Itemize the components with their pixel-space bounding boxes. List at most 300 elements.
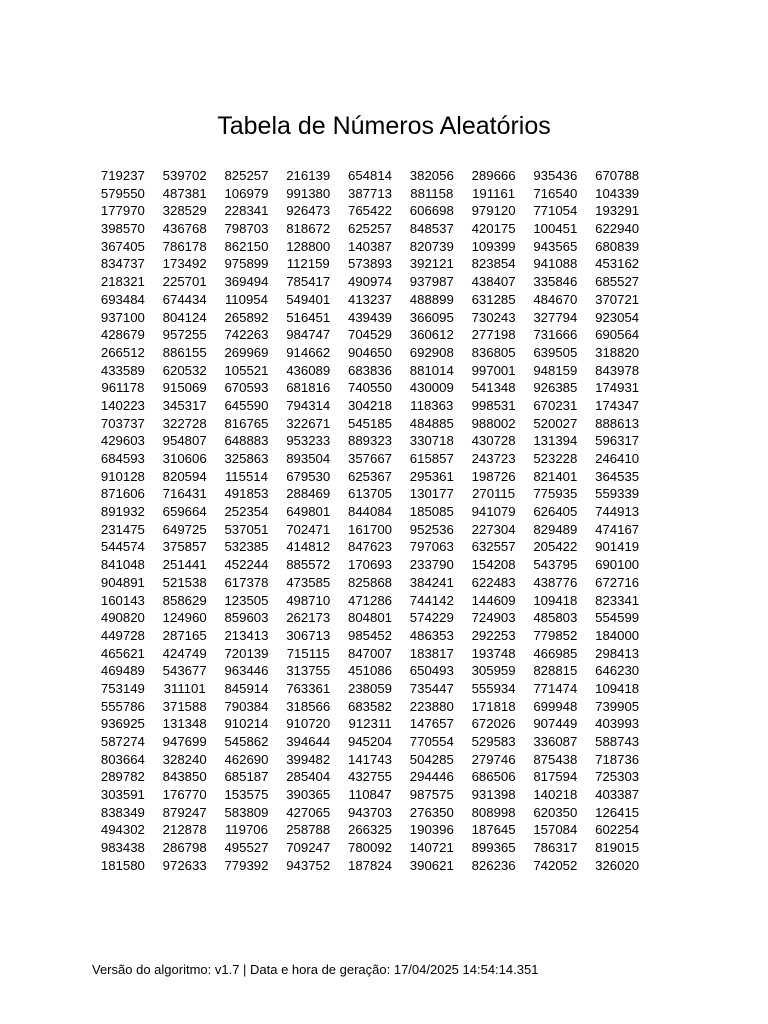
table-cell: 554599 bbox=[595, 610, 640, 626]
table-cell: 100451 bbox=[533, 221, 578, 237]
table-cell: 474167 bbox=[595, 521, 640, 537]
table-cell: 360612 bbox=[409, 327, 454, 343]
table-cell: 205422 bbox=[533, 539, 578, 555]
table-cell: 819015 bbox=[595, 840, 640, 856]
table-cell: 289782 bbox=[100, 769, 145, 785]
table-cell: 948159 bbox=[533, 362, 578, 378]
table-cell: 212878 bbox=[162, 822, 207, 838]
table-cell: 875438 bbox=[533, 751, 578, 767]
table-cell: 541348 bbox=[471, 380, 516, 396]
table-cell: 744913 bbox=[595, 504, 640, 520]
table-row bbox=[92, 291, 648, 309]
table-cell: 681816 bbox=[286, 380, 331, 396]
table-cell: 231475 bbox=[100, 521, 145, 537]
table-cell: 387713 bbox=[348, 185, 393, 201]
table-cell: 829489 bbox=[533, 521, 578, 537]
table-cell: 985452 bbox=[348, 627, 393, 643]
table-cell: 187824 bbox=[348, 857, 393, 873]
table-cell: 238059 bbox=[348, 680, 393, 696]
table-cell: 823341 bbox=[595, 592, 640, 608]
table-cell: 115514 bbox=[224, 468, 268, 484]
table-cell: 836805 bbox=[471, 344, 516, 360]
table-cell: 498710 bbox=[286, 592, 331, 608]
table-row bbox=[92, 202, 648, 220]
table-cell: 654814 bbox=[348, 168, 393, 183]
table-cell: 821401 bbox=[533, 468, 578, 484]
table-cell: 579550 bbox=[100, 185, 145, 201]
table-cell: 718736 bbox=[595, 751, 640, 767]
table-cell: 785417 bbox=[286, 274, 331, 290]
table-cell: 123505 bbox=[224, 592, 269, 608]
table-cell: 649801 bbox=[286, 504, 331, 520]
table-cell: 262173 bbox=[286, 610, 331, 626]
table-cell: 516451 bbox=[286, 309, 331, 325]
table-cell: 181580 bbox=[100, 857, 145, 873]
table-cell: 112159 bbox=[286, 256, 330, 272]
table-cell: 613705 bbox=[348, 486, 393, 502]
table-cell: 952536 bbox=[409, 521, 454, 537]
table-cell: 559339 bbox=[595, 486, 640, 502]
table-row bbox=[92, 309, 648, 327]
page-title: Tabela de Números Aleatórios bbox=[217, 112, 551, 140]
table-cell: 328529 bbox=[162, 203, 207, 219]
table-cell: 735447 bbox=[409, 680, 454, 696]
table-cell: 318566 bbox=[286, 698, 331, 714]
table-cell: 438776 bbox=[533, 574, 578, 590]
table-cell: 174931 bbox=[595, 380, 640, 396]
table-cell: 914662 bbox=[286, 344, 331, 360]
table-cell: 843978 bbox=[595, 362, 640, 378]
table-cell: 804801 bbox=[348, 610, 393, 626]
table-cell: 828815 bbox=[533, 663, 578, 679]
table-row bbox=[92, 362, 648, 380]
table-cell: 588743 bbox=[595, 734, 640, 749]
table-row bbox=[92, 415, 648, 433]
table-row bbox=[92, 733, 648, 751]
table-cell: 318820 bbox=[595, 344, 640, 360]
table-cell: 118363 bbox=[410, 397, 454, 413]
table-cell: 294446 bbox=[409, 769, 454, 785]
table-cell: 771474 bbox=[533, 680, 578, 696]
table-cell: 109418 bbox=[533, 592, 578, 608]
table-cell: 364535 bbox=[595, 468, 640, 484]
table-cell: 306713 bbox=[286, 627, 331, 643]
table-row bbox=[92, 556, 648, 574]
table-cell: 438407 bbox=[471, 274, 516, 290]
table-cell: 904650 bbox=[348, 344, 393, 360]
table-cell: 881158 bbox=[410, 185, 454, 201]
table-cell: 288469 bbox=[286, 486, 331, 502]
table-cell: 394644 bbox=[286, 734, 331, 749]
table-cell: 106979 bbox=[224, 185, 269, 201]
table-cell: 679530 bbox=[286, 468, 331, 484]
table-cell: 549401 bbox=[286, 291, 331, 307]
table-cell: 683836 bbox=[348, 362, 393, 378]
table-row bbox=[92, 609, 648, 627]
table-cell: 160143 bbox=[100, 592, 145, 608]
table-cell: 763361 bbox=[286, 680, 331, 696]
table-cell: 739905 bbox=[595, 698, 640, 714]
table-cell: 471286 bbox=[348, 592, 393, 608]
table-cell: 797063 bbox=[409, 539, 454, 555]
table-cell: 420175 bbox=[471, 221, 516, 237]
table-cell: 322728 bbox=[162, 415, 207, 431]
table-cell: 246410 bbox=[595, 451, 640, 466]
table-cell: 366095 bbox=[409, 309, 454, 325]
table-cell: 336087 bbox=[533, 734, 578, 749]
table-cell: 357667 bbox=[348, 451, 393, 466]
table-cell: 484885 bbox=[409, 415, 454, 431]
table-cell: 487381 bbox=[162, 185, 207, 201]
table-cell: 845914 bbox=[224, 680, 269, 696]
table-cell: 298413 bbox=[595, 645, 640, 661]
table-cell: 937100 bbox=[100, 309, 145, 325]
table-cell: 889323 bbox=[348, 433, 393, 449]
table-cell: 879247 bbox=[162, 804, 207, 820]
table-cell: 847623 bbox=[348, 539, 393, 555]
table-cell: 131348 bbox=[162, 716, 207, 732]
table-cell: 674434 bbox=[162, 291, 207, 307]
table-cell: 140387 bbox=[348, 238, 393, 254]
table-cell: 648883 bbox=[224, 433, 269, 449]
table-cell: 823854 bbox=[471, 256, 516, 272]
table-cell: 292253 bbox=[471, 627, 516, 643]
table-cell: 943565 bbox=[533, 238, 578, 254]
table-cell: 683582 bbox=[348, 698, 393, 714]
table-cell: 453162 bbox=[595, 256, 640, 272]
table-cell: 190396 bbox=[409, 822, 454, 838]
table-cell: 390621 bbox=[409, 857, 454, 873]
table-cell: 109418 bbox=[595, 680, 640, 696]
table-cell: 742052 bbox=[533, 857, 578, 873]
table-cell: 941079 bbox=[471, 504, 516, 520]
table-cell: 140218 bbox=[533, 787, 578, 803]
table-cell: 484670 bbox=[533, 291, 578, 307]
table-cell: 128800 bbox=[286, 238, 331, 254]
table-cell: 972633 bbox=[162, 857, 207, 873]
table-cell: 523228 bbox=[533, 451, 578, 466]
table-cell: 803664 bbox=[100, 751, 145, 767]
table-cell: 504285 bbox=[409, 751, 454, 767]
table-cell: 672026 bbox=[471, 716, 516, 732]
table-cell: 265892 bbox=[224, 309, 269, 325]
table-row bbox=[92, 804, 648, 822]
table-cell: 170693 bbox=[348, 557, 393, 573]
table-cell: 937987 bbox=[409, 274, 454, 290]
table-row bbox=[92, 857, 648, 875]
table-cell: 174347 bbox=[595, 397, 640, 413]
table-row bbox=[92, 255, 648, 273]
table-cell: 820594 bbox=[162, 468, 207, 484]
table-cell: 907449 bbox=[533, 716, 578, 732]
table-cell: 625257 bbox=[348, 221, 393, 237]
table-row bbox=[92, 751, 648, 769]
table-cell: 287165 bbox=[162, 627, 207, 643]
table-cell: 285404 bbox=[286, 769, 331, 785]
table-cell: 465621 bbox=[100, 645, 145, 661]
table-cell: 724903 bbox=[471, 610, 516, 626]
table-cell: 684593 bbox=[100, 451, 145, 466]
table-cell: 699948 bbox=[533, 698, 578, 714]
table-cell: 140223 bbox=[100, 397, 145, 413]
table-cell: 424749 bbox=[162, 645, 207, 661]
table-cell: 841048 bbox=[100, 557, 145, 573]
table-cell: 223880 bbox=[409, 698, 454, 714]
table-cell: 144609 bbox=[471, 592, 516, 608]
table-cell: 945204 bbox=[348, 734, 393, 749]
table-cell: 926385 bbox=[533, 380, 578, 396]
table-row bbox=[92, 503, 648, 521]
table-cell: 218321 bbox=[100, 274, 145, 290]
table-cell: 686506 bbox=[471, 769, 516, 785]
table-cell: 943752 bbox=[286, 857, 331, 873]
table-cell: 816765 bbox=[224, 415, 269, 431]
table-cell: 126415 bbox=[595, 804, 640, 820]
table-cell: 626405 bbox=[533, 504, 578, 520]
table-cell: 330718 bbox=[409, 433, 454, 449]
table-cell: 871606 bbox=[100, 486, 145, 502]
table-cell: 432755 bbox=[348, 769, 393, 785]
table-cell: 193291 bbox=[595, 203, 640, 219]
table-cell: 596317 bbox=[595, 433, 640, 449]
table-cell: 473585 bbox=[286, 574, 331, 590]
table-cell: 345317 bbox=[162, 397, 207, 413]
table-cell: 804124 bbox=[162, 309, 207, 325]
table-cell: 625367 bbox=[348, 468, 393, 484]
table-row bbox=[92, 238, 648, 256]
table-cell: 931398 bbox=[471, 787, 516, 803]
table-cell: 680839 bbox=[595, 238, 640, 254]
table-cell: 286798 bbox=[162, 840, 207, 856]
table-cell: 910720 bbox=[286, 716, 331, 732]
table-cell: 382056 bbox=[409, 168, 454, 183]
table-cell: 825257 bbox=[224, 168, 269, 183]
table-cell: 543795 bbox=[533, 557, 578, 573]
table-cell: 943703 bbox=[348, 804, 393, 820]
random-number-table bbox=[92, 167, 648, 875]
table-cell: 153575 bbox=[224, 787, 269, 803]
table-row bbox=[92, 273, 648, 291]
table-cell: 979120 bbox=[471, 203, 516, 219]
table-cell: 545862 bbox=[224, 734, 269, 749]
table-cell: 583809 bbox=[224, 804, 269, 820]
table-cell: 193748 bbox=[471, 645, 516, 661]
table-cell: 171818 bbox=[471, 698, 516, 714]
table-cell: 427065 bbox=[286, 804, 331, 820]
table-cell: 891932 bbox=[100, 504, 145, 520]
table-cell: 998531 bbox=[471, 397, 516, 413]
table-cell: 233790 bbox=[409, 557, 454, 573]
table-row bbox=[92, 538, 648, 556]
table-cell: 326020 bbox=[595, 857, 640, 873]
table-cell: 988002 bbox=[471, 415, 516, 431]
table-row bbox=[92, 839, 648, 857]
table-cell: 428679 bbox=[100, 327, 145, 343]
table-cell: 466985 bbox=[533, 645, 578, 661]
table-cell: 975899 bbox=[224, 256, 269, 272]
table-cell: 716540 bbox=[533, 185, 578, 201]
table-cell: 704529 bbox=[348, 327, 393, 343]
table-cell: 322671 bbox=[286, 415, 331, 431]
table-cell: 429603 bbox=[100, 433, 145, 449]
table-row bbox=[92, 344, 648, 362]
table-cell: 794314 bbox=[286, 397, 331, 413]
table-cell: 834737 bbox=[100, 256, 145, 272]
table-cell: 494302 bbox=[100, 822, 145, 838]
table-row bbox=[92, 715, 648, 733]
table-cell: 328240 bbox=[162, 751, 207, 767]
table-cell: 555786 bbox=[100, 698, 145, 714]
table-cell: 649725 bbox=[162, 521, 207, 537]
table-cell: 703737 bbox=[100, 415, 145, 431]
table-cell: 141743 bbox=[348, 751, 393, 767]
table-cell: 991380 bbox=[286, 185, 331, 201]
table-cell: 243723 bbox=[471, 451, 516, 466]
table-cell: 798703 bbox=[224, 221, 269, 237]
table-cell: 486353 bbox=[409, 627, 454, 643]
table-cell: 639505 bbox=[533, 344, 578, 360]
table-cell: 185085 bbox=[409, 504, 454, 520]
table-cell: 414812 bbox=[286, 539, 331, 555]
table-row bbox=[92, 821, 648, 839]
table-cell: 335846 bbox=[533, 274, 578, 290]
table-cell: 369494 bbox=[224, 274, 269, 290]
table-cell: 252354 bbox=[224, 504, 269, 520]
table-cell: 817594 bbox=[533, 769, 578, 785]
table-cell: 403993 bbox=[595, 716, 640, 732]
table-cell: 544574 bbox=[100, 539, 145, 555]
table-cell: 886155 bbox=[162, 344, 207, 360]
table-cell: 961178 bbox=[101, 380, 145, 396]
table-cell: 632557 bbox=[471, 539, 516, 555]
table-cell: 820739 bbox=[409, 238, 454, 254]
table-cell: 602254 bbox=[595, 822, 640, 838]
table-cell: 786178 bbox=[162, 238, 207, 254]
table-cell: 436089 bbox=[286, 362, 331, 378]
table-cell: 622940 bbox=[595, 221, 640, 237]
table-row bbox=[92, 185, 648, 203]
footer-generation-info: Versão do algoritmo: v1.7 | Data e hora de geração: 17/04/2025 14:54:14.351 bbox=[92, 962, 539, 977]
table-cell: 451086 bbox=[348, 663, 393, 679]
table-cell: 615857 bbox=[409, 451, 454, 466]
table-cell: 251441 bbox=[162, 557, 207, 573]
table-cell: 693484 bbox=[100, 291, 145, 307]
table-cell: 375857 bbox=[162, 539, 207, 555]
table-cell: 685527 bbox=[595, 274, 640, 290]
table-cell: 491853 bbox=[224, 486, 269, 502]
table-cell: 105521 bbox=[224, 362, 269, 378]
table-cell: 433589 bbox=[100, 362, 145, 378]
table-cell: 469489 bbox=[100, 663, 145, 679]
table-cell: 779852 bbox=[533, 627, 578, 643]
table-cell: 266512 bbox=[100, 344, 145, 360]
table-cell: 987575 bbox=[409, 787, 454, 803]
table-cell: 485803 bbox=[533, 610, 578, 626]
table-cell: 848537 bbox=[409, 221, 454, 237]
table-cell: 899365 bbox=[471, 840, 516, 856]
table-cell: 770554 bbox=[409, 734, 454, 749]
table-row bbox=[92, 326, 648, 344]
table-cell: 606698 bbox=[409, 203, 454, 219]
table-cell: 881014 bbox=[409, 362, 454, 378]
table-cell: 304218 bbox=[348, 397, 393, 413]
table-cell: 462690 bbox=[224, 751, 269, 767]
table-cell: 587274 bbox=[100, 734, 145, 749]
table-cell: 184000 bbox=[595, 627, 640, 643]
table-cell: 490974 bbox=[348, 274, 393, 290]
table-cell: 436768 bbox=[162, 221, 207, 237]
table-cell: 740550 bbox=[348, 380, 393, 396]
table-cell: 310606 bbox=[162, 451, 207, 466]
table-cell: 685187 bbox=[224, 769, 269, 785]
table-cell: 935436 bbox=[533, 168, 578, 183]
table-row bbox=[92, 680, 648, 698]
table-cell: 529583 bbox=[471, 734, 516, 749]
table-cell: 295361 bbox=[409, 468, 454, 484]
table-cell: 191161 bbox=[472, 185, 516, 201]
table-cell: 847007 bbox=[348, 645, 393, 661]
table-cell: 258788 bbox=[286, 822, 331, 838]
table-cell: 843850 bbox=[162, 769, 207, 785]
table-row bbox=[92, 786, 648, 804]
table-cell: 888613 bbox=[595, 415, 640, 431]
table-cell: 313755 bbox=[286, 663, 331, 679]
table-cell: 413237 bbox=[348, 291, 393, 307]
table-cell: 825868 bbox=[348, 574, 393, 590]
table-cell: 399482 bbox=[286, 751, 331, 767]
table-cell: 532385 bbox=[224, 539, 269, 555]
table-cell: 775935 bbox=[533, 486, 578, 502]
table-cell: 403387 bbox=[595, 787, 640, 803]
table-cell: 173492 bbox=[162, 256, 207, 272]
table-cell: 537051 bbox=[224, 521, 269, 537]
table-cell: 147657 bbox=[409, 716, 454, 732]
table-row bbox=[92, 662, 648, 680]
table-cell: 371588 bbox=[162, 698, 207, 714]
table-cell: 771054 bbox=[533, 203, 578, 219]
table-cell: 719237 bbox=[100, 168, 145, 183]
table-cell: 692908 bbox=[409, 344, 454, 360]
table-cell: 838349 bbox=[100, 804, 145, 820]
table-cell: 910214 bbox=[224, 716, 269, 732]
table-cell: 808998 bbox=[471, 804, 516, 820]
table-cell: 645590 bbox=[224, 397, 269, 413]
table-cell: 228341 bbox=[224, 203, 269, 219]
table-cell: 130177 bbox=[409, 486, 454, 502]
table-cell: 690564 bbox=[595, 327, 640, 343]
table-cell: 730243 bbox=[471, 309, 516, 325]
table-cell: 702471 bbox=[286, 521, 331, 537]
table-cell: 216139 bbox=[286, 168, 331, 183]
table-cell: 742263 bbox=[224, 327, 269, 343]
table-cell: 620532 bbox=[162, 362, 207, 378]
table-cell: 672716 bbox=[595, 574, 640, 590]
table-cell: 716431 bbox=[162, 486, 207, 502]
table-cell: 670788 bbox=[595, 168, 640, 183]
table-row bbox=[92, 768, 648, 786]
table-cell: 818672 bbox=[286, 221, 331, 237]
table-cell: 131394 bbox=[533, 433, 578, 449]
table-cell: 622483 bbox=[471, 574, 516, 590]
table-cell: 225701 bbox=[162, 274, 207, 290]
table-row bbox=[92, 485, 648, 503]
table-cell: 780092 bbox=[348, 840, 393, 856]
table-cell: 862150 bbox=[224, 238, 269, 254]
table-cell: 277198 bbox=[471, 327, 516, 343]
table-cell: 543677 bbox=[162, 663, 207, 679]
table-cell: 631285 bbox=[471, 291, 516, 307]
table-cell: 983438 bbox=[100, 840, 145, 856]
